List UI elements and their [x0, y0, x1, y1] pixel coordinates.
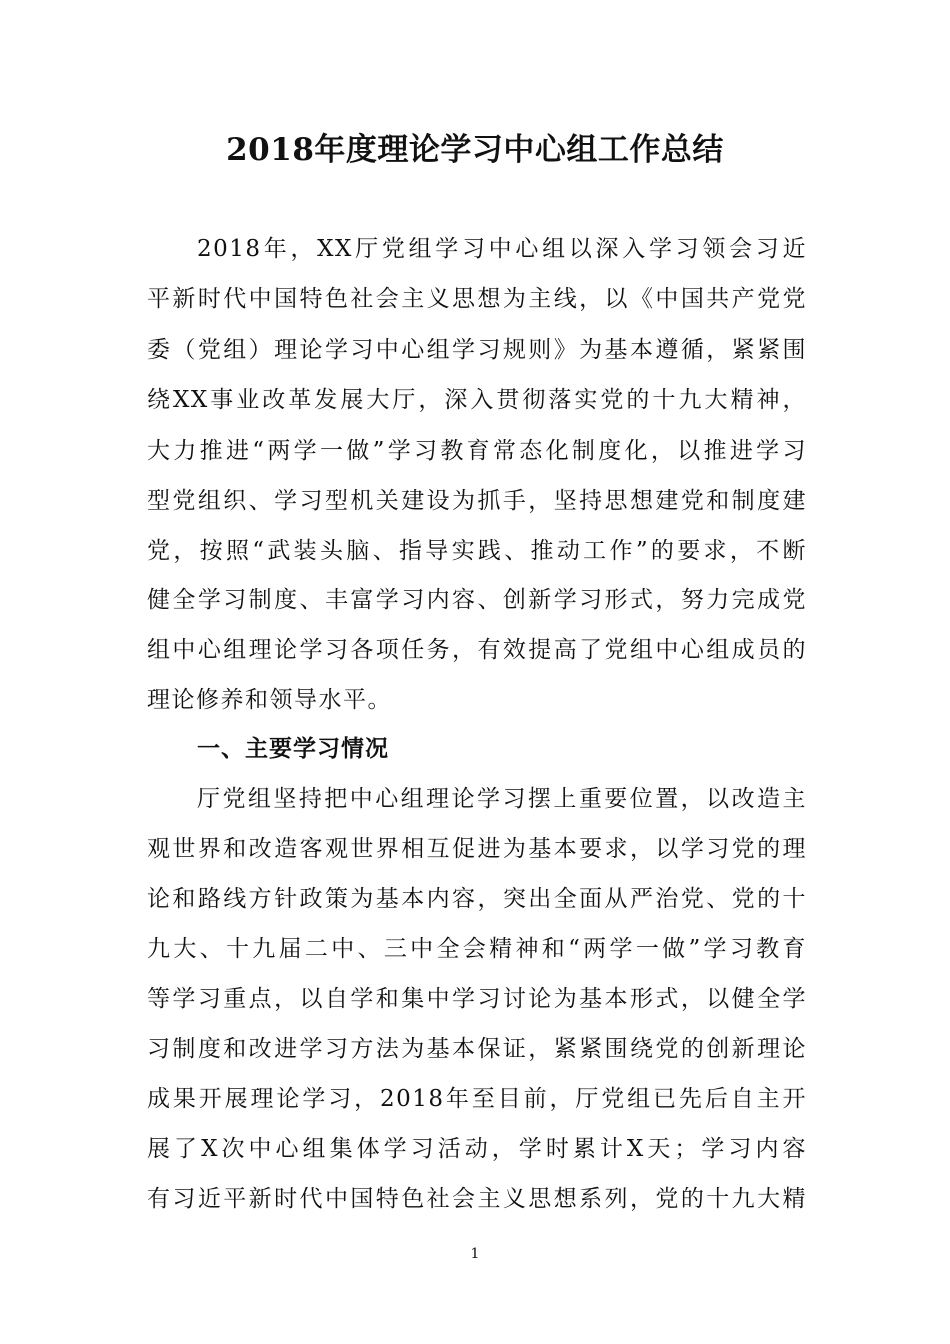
section1-line-3: 论和路线方针政策为基本内容，突出全面从严治党、党的十	[147, 886, 807, 912]
intro-line-5: 大力推进“两学一做”学习教育常态化制度化，以推进学习	[147, 438, 807, 464]
intro-line-8: 健全学习制度、丰富学习内容、创新学习形式，努力完成党	[147, 587, 807, 613]
section1-line-1: 厅党组坚持把中心组理论学习摆上重要位置，以改造主	[197, 786, 807, 812]
page-number: 1	[470, 1246, 480, 1262]
intro-line-7: 党，按照“武装头脑、指导实践、推动工作”的要求，不断	[147, 538, 807, 564]
section1-line-4: 九大、十九届二中、三中全会精神和“两学一做”学习教育	[147, 936, 807, 962]
section-heading-main-study: 一、主要学习情况	[197, 736, 389, 762]
intro-line-2: 平新时代中国特色社会主义思想为主线，以《中国共产党党	[147, 286, 807, 312]
section1-line-2: 观世界和改造客观世界相互促进为基本要求，以学习党的理	[147, 836, 807, 862]
section1-line-9: 有习近平新时代中国特色社会主义思想系列，党的十九大精	[147, 1186, 807, 1212]
intro-line-9: 组中心组理论学习各项任务，有效提高了党组中心组成员的	[147, 637, 807, 663]
section1-line-5: 等学习重点，以自学和集中学习讨论为基本形式，以健全学	[147, 986, 807, 1012]
intro-line-3: 委（党组）理论学习中心组学习规则》为基本遵循，紧紧围	[147, 337, 807, 363]
document-title: 2018年度理论学习中心组工作总结	[226, 132, 724, 168]
intro-line-6: 型党组织、学习型机关建设为抓手，坚持思想建党和制度建	[147, 488, 807, 514]
intro-line-1: 2018年，XX厅党组学习中心组以深入学习领会习近	[197, 236, 807, 262]
section1-line-8: 展了X次中心组集体学习活动，学时累计X天；学习内容	[147, 1136, 807, 1162]
section1-line-7: 成果开展理论学习，2018年至目前，厅党组已先后自主开	[147, 1086, 807, 1112]
section1-line-6: 习制度和改进学习方法为基本保证，紧紧围绕党的创新理论	[147, 1036, 807, 1062]
intro-line-10: 理论修养和领导水平。	[147, 687, 392, 713]
intro-line-4: 绕XX事业改革发展大厅，深入贯彻落实党的十九大精神，	[147, 387, 807, 413]
